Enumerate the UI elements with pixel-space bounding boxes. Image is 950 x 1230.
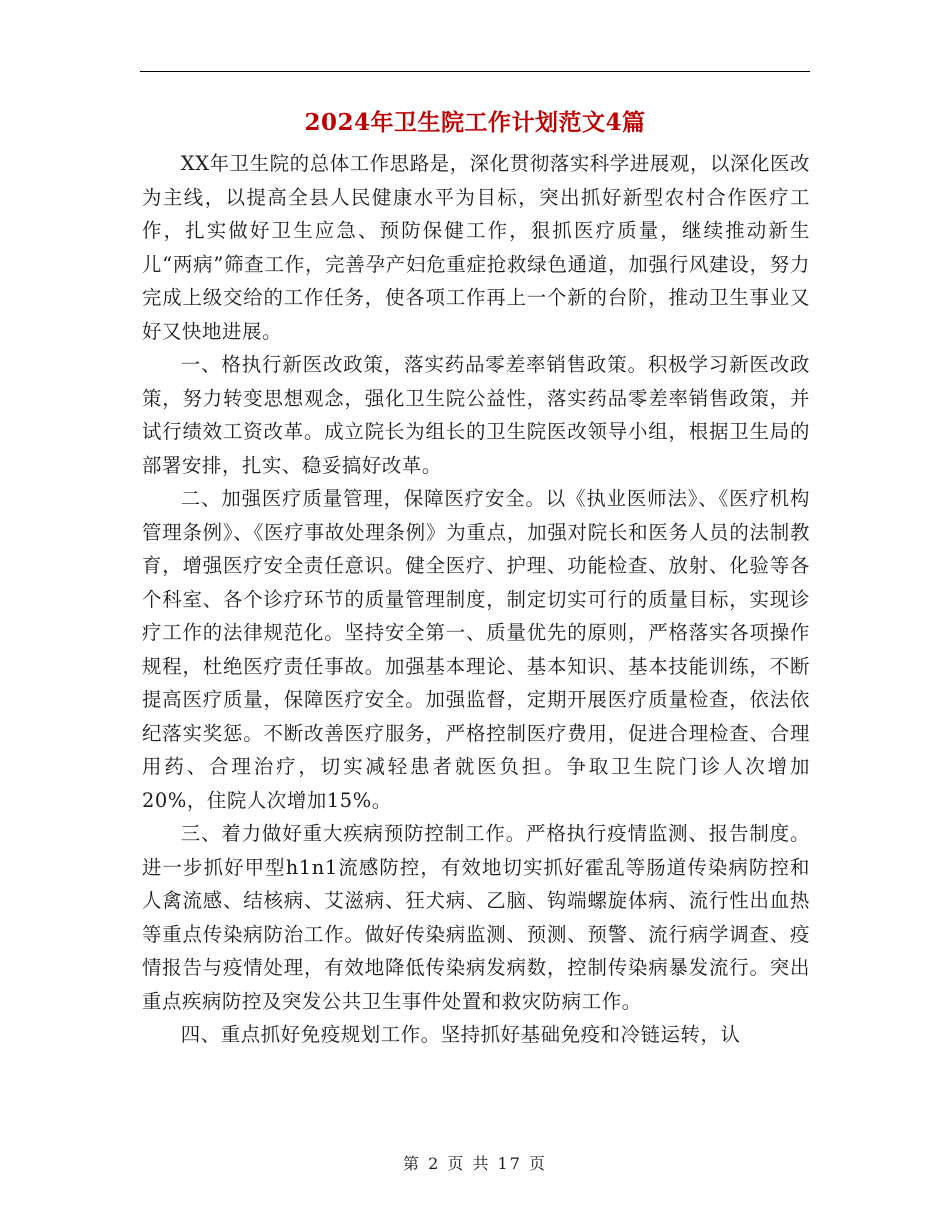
header-rule xyxy=(140,71,810,72)
document-title: 2024年卫生院工作计划范文4篇 xyxy=(304,109,646,136)
paragraph-section-1: 一、格执行新医改政策，落实药品零差率销售政策。积极学习新医改政策，努力转变思想观念，强化卫生院公益性，落实药品零差率销售政策，并试行绩效工资改革。成立院长为组长的卫生院医改领导小组，根据卫生局的部署安排，扎实、稳妥搞好改革。 xyxy=(142,353,810,477)
paragraph-intro: XX年卫生院的总体工作思路是，深化贯彻落实科学进展观，以深化医改为主线，以提高全县人民健康水平为目标，突出抓好新型农村合作医疗工作，扎实做好卫生应急、预防保健工作，狠抓医疗质量，继续推动新生儿“两病”筛查工作，完善孕产妇危重症抢救绿色通道，加强行风建设，努力完成上级交给的工作任务，使各项工作再上一个新的台阶，推动卫生事业又好又快地进展。 xyxy=(142,152,810,343)
paragraph-section-3: 三、着力做好重大疾病预防控制工作。严格执行疫情监测、报告制度。进一步抓好甲型h1n1流感防控，有效地切实抓好霍乱等肠道传染病防控和人禽流感、结核病、艾滋病、狂犬病、乙脑、钩端螺旋体病、流行性出血热等重点传染病防治工作。做好传染病监测、预测、预警、流行病学调查、疫情报告与疫情处理，有效地降低传染病发病数，控制传染病暴发流行。突出重点疾病防控及突发公共卫生事件处置和救灾防病工作。 xyxy=(142,822,810,1013)
paragraph-section-4: 四、重点抓好免疫规划工作。坚持抓好基础免疫和冷链运转，认 xyxy=(180,1023,741,1046)
paragraph-section-2: 二、加强医疗质量管理，保障医疗安全。以《执业医师法》、《医疗机构管理条例》、《医疗事故处理条例》为重点，加强对院长和医务人员的法制教育，增强医疗安全责任意识。健全医疗、护理、功能检查、放射、化验等各个科室、各个诊疗环节的质量管理制度，制定切实可行的质量目标，实现诊疗工作的法律规范化。坚持安全第一、质量优先的原则，严格落实各项操作规程，杜绝医疗责任事故。加强基本理论、基本知识、基本技能训练，不断提高医疗质量，保障医疗安全。加强监督，定期开展医疗质量检查，依法依纪落实奖惩。不断改善医疗服务，严格控制医疗费用，促进合理检查、合理用药、合理治疗，切实减轻患者就医负担。争取卫生院门诊人次增加 20%，住院人次增加15%。 xyxy=(142,487,810,812)
document-body xyxy=(142,147,810,1052)
page-number-footer: 第 2 页 共 17 页 xyxy=(403,1154,547,1173)
